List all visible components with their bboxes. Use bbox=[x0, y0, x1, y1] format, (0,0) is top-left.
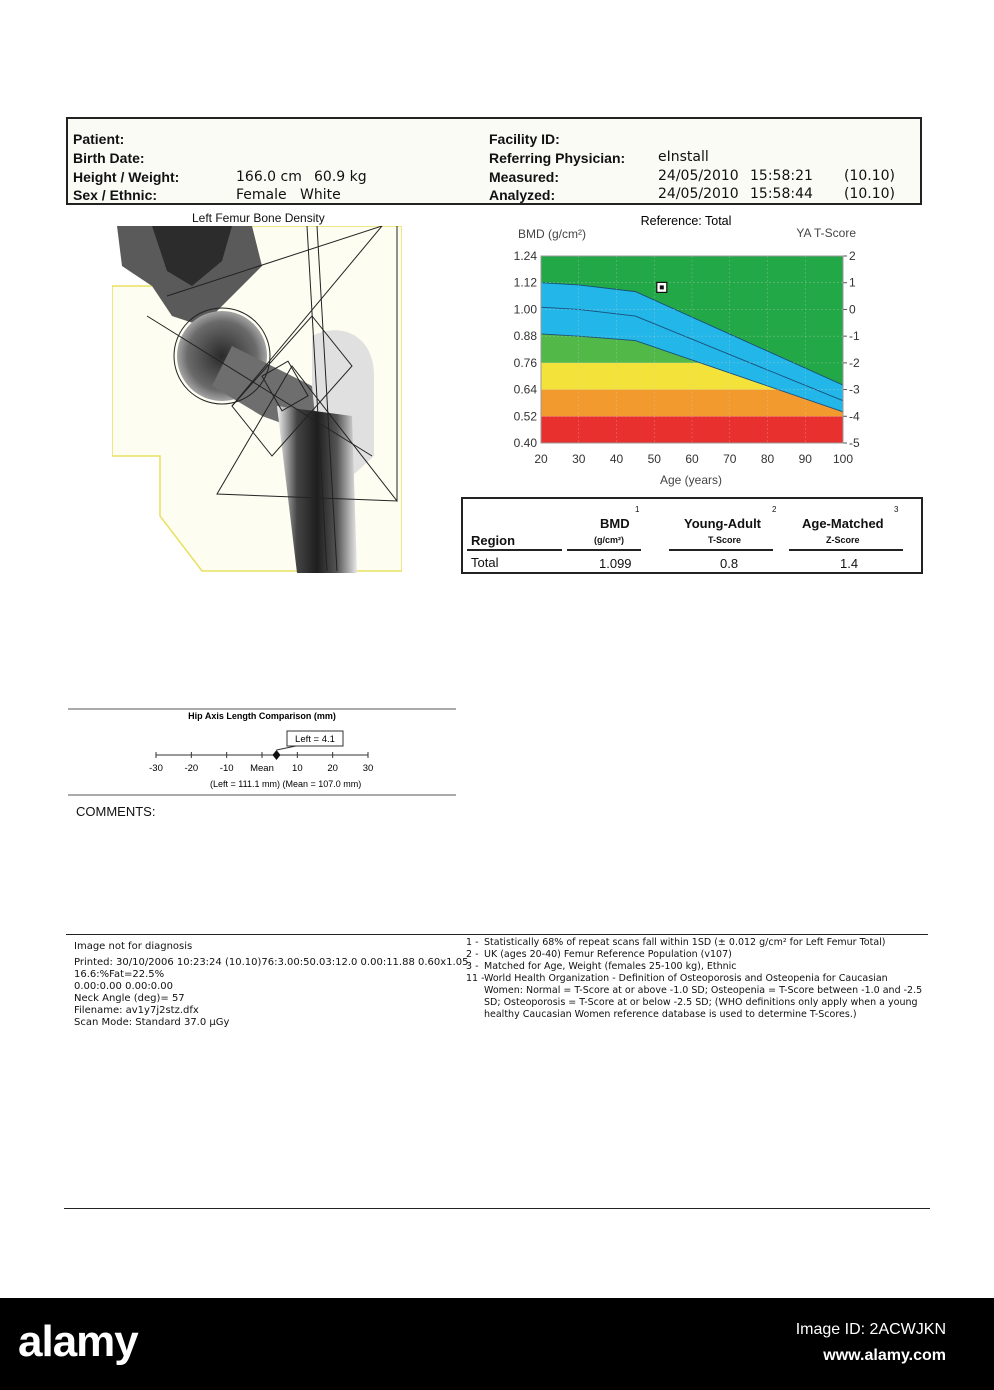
x-tick-label: 90 bbox=[798, 452, 812, 466]
y2-tick-label: -3 bbox=[849, 382, 860, 397]
watermark-url: www.alamy.com bbox=[823, 1347, 946, 1364]
results-table bbox=[461, 497, 923, 574]
hip-tick-label: -30 bbox=[149, 763, 163, 774]
ya-subheader: T-Score bbox=[708, 535, 742, 545]
chart-y-ticks bbox=[514, 249, 538, 450]
footnotes bbox=[466, 937, 926, 1021]
hip-axis-comparison bbox=[68, 706, 458, 798]
x-tick-label: 100 bbox=[832, 452, 854, 466]
bmd-unit: (g/cm²) bbox=[594, 535, 624, 545]
footer-top-rule bbox=[66, 934, 928, 935]
hip-tick-label: 20 bbox=[327, 763, 338, 774]
y-tick-label: 0.64 bbox=[513, 382, 537, 397]
am-footnote-ref: 3 bbox=[894, 505, 899, 514]
chart-y-label: BMD (g/cm²) bbox=[518, 227, 586, 241]
y-tick-label: 0.88 bbox=[513, 329, 537, 344]
watermark-strip bbox=[0, 1298, 994, 1390]
hip-tick-label: -10 bbox=[219, 763, 234, 774]
facility-label: Facility ID: bbox=[489, 131, 560, 147]
x-tick-label: 50 bbox=[647, 452, 661, 466]
footnote-1: 1 - Statistically 68% of repeat scans fall within 1SD (± 0.012 g/cm² for Left Femur Total) bbox=[466, 937, 886, 948]
row-region: Total bbox=[471, 555, 499, 570]
weight-value: 60.9 kg bbox=[314, 169, 367, 185]
measured-time: 15:58:21 bbox=[750, 168, 813, 184]
chart-x-ticks bbox=[534, 452, 853, 466]
femur-scan-image bbox=[112, 226, 402, 573]
ethnic-value: White bbox=[300, 187, 341, 203]
hip-axis-summary: (Left = 111.1 mm) (Mean = 107.0 mm) bbox=[210, 779, 362, 789]
x-tick-label: 80 bbox=[760, 452, 775, 466]
y-tick-label: 1.24 bbox=[513, 249, 537, 263]
y-tick-label: 0.52 bbox=[513, 409, 537, 424]
referring-label: Referring Physician: bbox=[489, 150, 626, 166]
chart-y2-ticks bbox=[843, 249, 860, 450]
footnote-2: 2 - UK (ages 20-40) Femur Reference Population (v107) bbox=[466, 949, 732, 960]
bmd-footnote-ref: 1 bbox=[635, 505, 640, 514]
y2-tick-label: -5 bbox=[849, 436, 860, 450]
footer-bottom-rule bbox=[64, 1208, 930, 1209]
hip-tick-label: Mean bbox=[250, 763, 274, 774]
ya-footnote-ref: 2 bbox=[772, 505, 777, 514]
footnote-11: 11 - World Health Organization - Definition of Osteoporosis and Osteopenia for Caucasian Women: Normal = T-Score at or above -1.0 SD; Osteopenia = T-Score between -1.0 and -2.5 SD; Osteoporosis = T-Score at or below -2.5 SD; (WHO definitions only apply when a young healthy Caucasian Women reference database is used to determine T-Scores.) bbox=[466, 973, 923, 1020]
y-tick-label: 1.00 bbox=[513, 302, 537, 317]
row-z-score: 1.4 bbox=[840, 556, 859, 571]
watermark-logo: alamy bbox=[18, 1317, 138, 1366]
hip-axis-title: Hip Axis Length Comparison (mm) bbox=[188, 711, 336, 721]
y2-tick-label: 0 bbox=[849, 302, 856, 317]
sex-value: Female bbox=[236, 187, 287, 203]
chart-title: Reference: Total bbox=[640, 214, 732, 228]
measured-version: (10.10) bbox=[844, 168, 896, 184]
analyzed-time: 15:58:44 bbox=[750, 186, 813, 202]
footnote-3: 3 - Matched for Age, Weight (females 25-100 kg), Ethnic bbox=[466, 961, 737, 972]
hip-axis-marker bbox=[272, 750, 280, 760]
analyzed-label: Analyzed: bbox=[489, 187, 556, 203]
hip-tick-label: 30 bbox=[362, 763, 374, 774]
hip-tick-label: -20 bbox=[184, 763, 199, 774]
scan-details bbox=[74, 941, 468, 1029]
birth-date-label: Birth Date: bbox=[73, 150, 145, 166]
y-tick-label: 0.40 bbox=[513, 436, 537, 450]
y2-tick-label: -2 bbox=[849, 355, 860, 370]
x-tick-label: 60 bbox=[685, 452, 699, 466]
row-bmd: 1.099 bbox=[599, 556, 632, 571]
chart-y2-label: YA T-Score bbox=[796, 226, 856, 240]
measured-label: Measured: bbox=[489, 169, 560, 185]
x-tick-label: 70 bbox=[723, 452, 737, 466]
hip-axis-marker-label: Left = 4.1 bbox=[295, 734, 335, 745]
patient-info-box bbox=[66, 117, 922, 205]
x-tick-label: 40 bbox=[609, 452, 624, 466]
scan-mode-line: Scan Mode: Standard 37.0 µGy bbox=[74, 1017, 230, 1028]
offset-line: 0.00:0.00 0.00:0.00 bbox=[74, 981, 173, 992]
y2-tick-label: -4 bbox=[849, 409, 860, 424]
patient-label: Patient: bbox=[73, 131, 125, 147]
y-tick-label: 0.76 bbox=[513, 355, 537, 370]
analyzed-date: 24/05/2010 bbox=[658, 186, 739, 202]
x-tick-label: 30 bbox=[572, 452, 586, 466]
region-header: Region bbox=[471, 533, 516, 548]
y2-tick-label: 1 bbox=[849, 275, 856, 290]
row-t-score: 0.8 bbox=[720, 556, 739, 571]
y-tick-label: 1.12 bbox=[513, 275, 537, 290]
y2-tick-label: 2 bbox=[849, 249, 856, 263]
measured-date: 24/05/2010 bbox=[658, 168, 739, 184]
bmd-header: BMD bbox=[600, 516, 630, 531]
fat-line: 16.6:%Fat=22.5% bbox=[74, 969, 165, 980]
analyzed-version: (10.10) bbox=[844, 186, 896, 202]
filename-line: Filename: av1y7j2stz.dfx bbox=[74, 1005, 199, 1016]
reference-chart bbox=[466, 210, 886, 495]
femur-image-title: Left Femur Bone Density bbox=[192, 211, 325, 225]
height-value: 166.0 cm bbox=[236, 169, 302, 185]
comments-label: COMMENTS: bbox=[76, 804, 156, 819]
not-for-diagnosis: Image not for diagnosis bbox=[74, 941, 193, 952]
hip-axis-marker-leader bbox=[276, 746, 296, 750]
y2-tick-label: -1 bbox=[849, 329, 860, 344]
am-subheader: Z-Score bbox=[826, 535, 860, 545]
referring-value: eInstall bbox=[658, 149, 709, 165]
hip-tick-label: 10 bbox=[292, 763, 303, 774]
chart-x-label: Age (years) bbox=[659, 473, 723, 487]
chart-patient-marker bbox=[657, 282, 667, 292]
sex-ethnic-label: Sex / Ethnic: bbox=[73, 187, 158, 203]
x-tick-label: 20 bbox=[534, 452, 548, 466]
watermark-image-id: Image ID: 2ACWJKN bbox=[795, 1321, 946, 1338]
height-weight-label: Height / Weight: bbox=[73, 169, 180, 185]
am-header: Age-Matched bbox=[802, 516, 884, 531]
ya-header: Young-Adult bbox=[684, 516, 762, 531]
patient-marker-dot bbox=[660, 285, 664, 289]
neck-angle-line: Neck Angle (deg)= 57 bbox=[74, 993, 185, 1004]
printed-line: Printed: 30/10/2006 10:23:24 (10.10)76:3.00:50.03:12.0 0.00:11.88 0.60x1.05 bbox=[74, 957, 469, 968]
